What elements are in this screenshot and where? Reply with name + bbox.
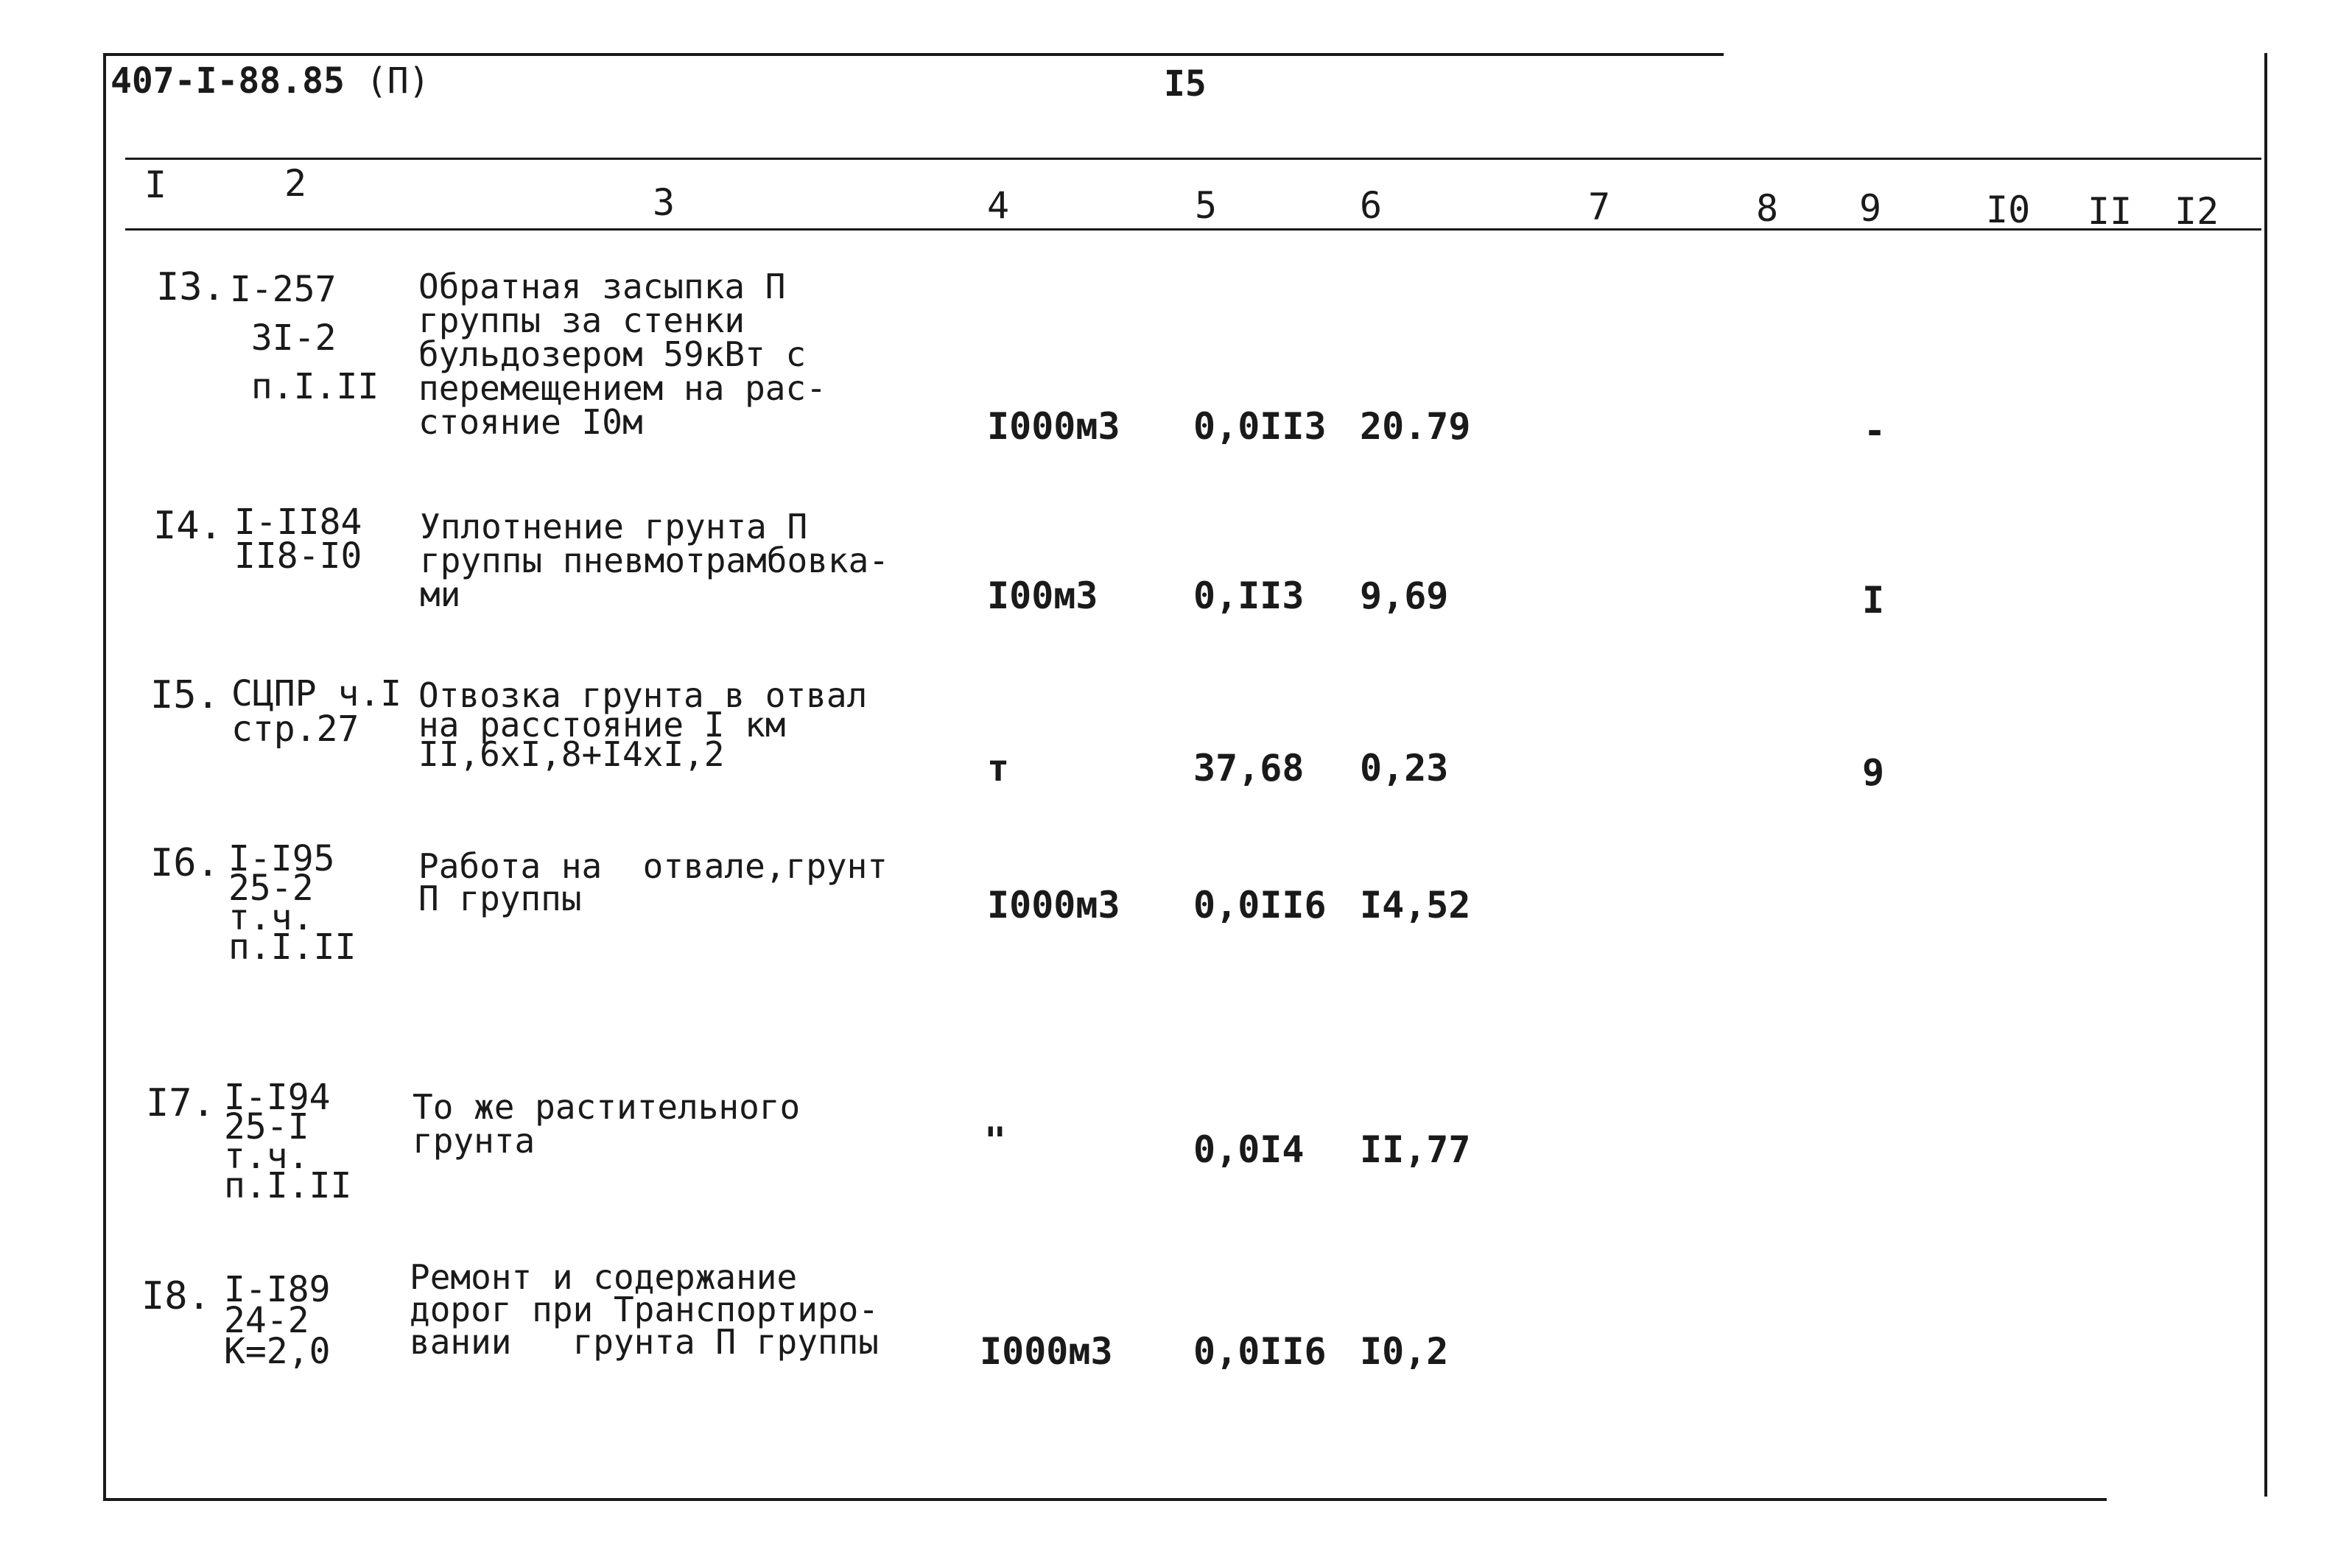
row-description: То же растительного грунта (413, 1087, 801, 1161)
row-code: I-257 3I-2 п.I.II (230, 269, 379, 407)
row-code: I-I95 25-2 т.ч. п.I.II (228, 838, 357, 968)
row-code: I-II84 II8-I0 (234, 502, 362, 577)
row-quantity: 37,68 (1193, 747, 1305, 790)
column-number-5: 5 (1195, 184, 1218, 227)
column-number-3: 3 (653, 181, 675, 224)
row-price: I4,52 (1360, 884, 1471, 927)
row-unit: I000м3 (987, 405, 1120, 448)
row-price: 20.79 (1360, 405, 1471, 448)
row-code: I-I94 25-I т.ч. п.I.II (224, 1077, 352, 1206)
row-price: 0,23 (1360, 747, 1449, 790)
column-header-rule (125, 228, 2261, 231)
row-index: I6. (150, 841, 220, 885)
page-number: I5 (1164, 63, 1207, 105)
row-unit: I000м3 (987, 884, 1120, 927)
bottom-rule (103, 1498, 2107, 1501)
column-number-12: I2 (2174, 190, 2219, 233)
row-unit: " (984, 1119, 1007, 1162)
row-quantity: 0,II3 (1193, 574, 1305, 617)
column-number-6: 6 (1360, 184, 1383, 227)
column-number-4: 4 (987, 184, 1010, 227)
row-price: I0,2 (1360, 1330, 1449, 1373)
document-code-number: 407-I-88.85 (110, 60, 345, 102)
document-code-suffix: (П) (365, 60, 430, 102)
row-description: Обратная засыпка П группы за стенки бульдозером 59кВт с перемещением на рас- стояние I0м (418, 267, 826, 442)
row-index: I5. (150, 673, 220, 717)
row-description: Уплотнение грунта П группы пневмотрамбовка- ми (420, 507, 889, 614)
row-description: Отвозка грунта в отвал на расстояние I км II,6хI,8+I4хI,2 (418, 675, 868, 774)
row-code: I-I89 24-2 К=2,0 (224, 1269, 331, 1372)
page-frame-right (2264, 53, 2267, 1497)
column-number-11: II (2088, 190, 2132, 233)
row-code: СЦПР ч.I стр.27 (231, 673, 402, 750)
header-rule (125, 158, 2261, 160)
row-col9: I (1862, 579, 1885, 622)
row-quantity: 0,0II6 (1193, 884, 1327, 927)
row-index: I7. (146, 1081, 215, 1125)
row-quantity: 0,0II6 (1193, 1330, 1327, 1373)
row-index: I3. (156, 265, 225, 309)
column-number-10: I0 (1986, 189, 2031, 231)
row-unit: I00м3 (987, 574, 1098, 617)
column-number-7: 7 (1588, 186, 1611, 228)
row-col9: 9 (1862, 751, 1885, 794)
row-price: 9,69 (1360, 574, 1449, 617)
row-description: Ремонт и содержание дорог при Транспортиро- вании грунта П группы (410, 1257, 879, 1362)
top-rule (103, 53, 1724, 56)
document-code (110, 60, 430, 102)
row-unit: т (987, 747, 1010, 790)
row-quantity: 0,0I4 (1193, 1128, 1305, 1171)
column-number-9: 9 (1859, 187, 1882, 230)
row-index: I4. (153, 504, 222, 548)
row-col9: - (1864, 409, 1886, 452)
column-number-1: I (144, 164, 167, 206)
page-frame-left (103, 53, 106, 1500)
row-price: II,77 (1360, 1128, 1471, 1171)
row-description: Работа на отвале,грунт П группы (418, 846, 888, 918)
row-index: I8. (141, 1274, 211, 1318)
row-quantity: 0,0II3 (1193, 405, 1327, 448)
column-number-2: 2 (284, 162, 307, 205)
column-number-8: 8 (1756, 187, 1779, 230)
row-unit: I000м3 (980, 1330, 1113, 1373)
